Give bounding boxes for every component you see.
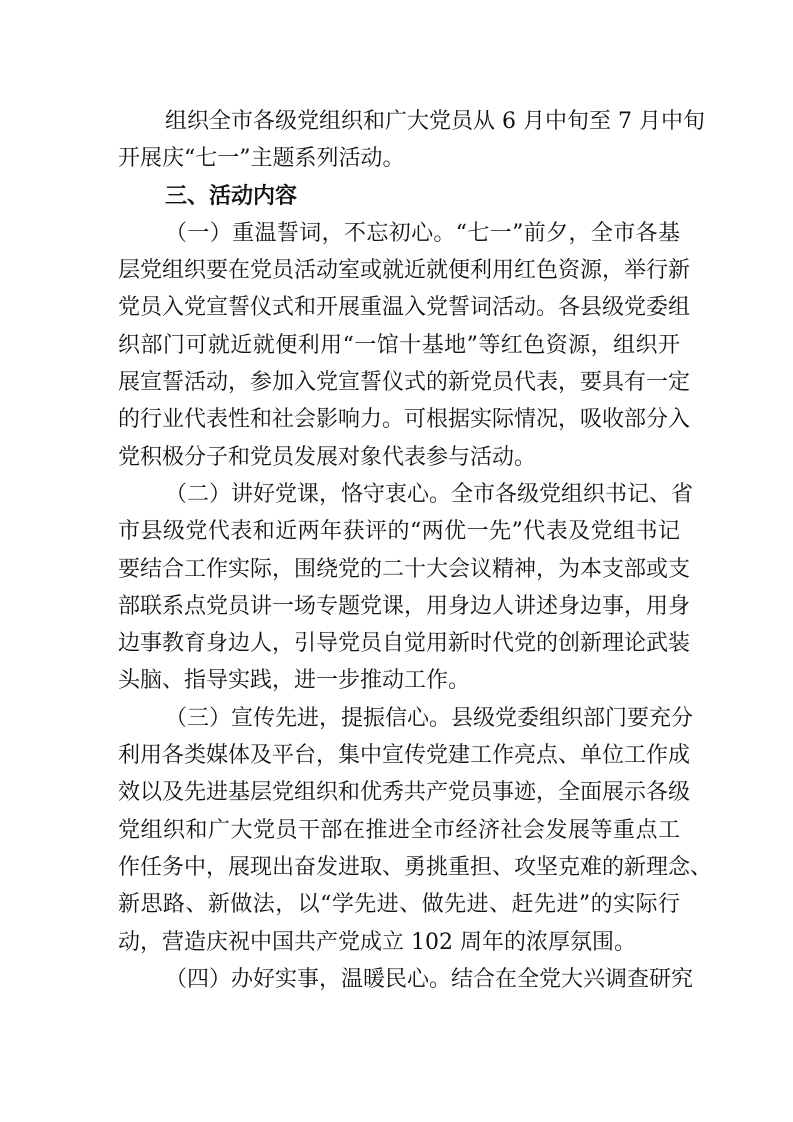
paragraph-line: 利用各类媒体及平台，集中宣传党建工作亮点、单位工作成 (118, 743, 691, 769)
paragraph-line: 头脑、指导实践，进一步推动工作。 (118, 668, 471, 694)
paragraph-line: 织部门可就近就便利用“一馆十基地”等红色资源，组织开 (118, 332, 680, 358)
paragraph-line: 展宣誓活动，参加入党宣誓仪式的新党员代表，要具有一定 (118, 370, 691, 396)
paragraph-line: 市县级党代表和近两年获评的“两优一先”代表及党组书记 (118, 519, 680, 545)
paragraph-line: 党组织和广大党员干部在推进全市经济社会发展等重点工 (118, 817, 680, 843)
paragraph-line: 效以及先进基层党组织和优秀共产党员事迹，全面展示各级 (118, 780, 691, 806)
section-heading: 三、活动内容 (165, 183, 298, 209)
paragraph-line: （三）宣传先进，提振信心。县级党委组织部门要充分 (165, 705, 694, 731)
paragraph-line: 作任务中，展现出奋发进取、勇挑重担、攻坚克难的新理念、 (118, 854, 713, 880)
paragraph-line: 党积极分子和党员发展对象代表参与活动。 (118, 444, 537, 470)
intro-line: 开展庆“七一”主题系列活动。 (118, 146, 405, 172)
paragraphs (118, 215, 713, 998)
paragraph-line: （四）办好实事，温暖民心。结合在全党大兴调查研究 (165, 966, 694, 992)
document-page (118, 103, 713, 998)
paragraph (118, 700, 713, 961)
paragraph-line: 层党组织要在党员活动室或就近就便利用红色资源，举行新 (118, 258, 691, 284)
paragraph-line: 的行业代表性和社会影响力。可根据实际情况，吸收部分入 (118, 407, 691, 433)
paragraph-line: 党员入党宣誓仪式和开展重温入党誓词活动。各县级党委组 (118, 295, 691, 321)
paragraph (118, 476, 694, 700)
paragraph-line: 新思路、新做法，以“学先进、做先进、赶先进”的实际行 (118, 892, 680, 918)
paragraph (118, 215, 691, 476)
paragraph-line: 要结合工作实际，围绕党的二十大会议精神，为本支部或支 (118, 556, 691, 582)
paragraph-line: （一）重温誓词，不忘初心。“七一”前夕，全市各基 (165, 220, 680, 246)
paragraph (118, 961, 694, 998)
intro-line: 组织全市各级党组织和广大党员从 6 月中旬至 7 月中旬 (165, 109, 705, 134)
paragraph-line: 动，营造庆祝中国共产党成立 102 周年的浓厚氛围。 (118, 929, 636, 955)
paragraph-line: 部联系点党员讲一场专题党课，用身边人讲述身边事，用身 (118, 593, 691, 619)
paragraph-line: （二）讲好党课，恪守衷心。全市各级党组织书记、省 (165, 481, 694, 507)
paragraph-line: 边事教育身边人，引导党员自觉用新时代党的创新理论武装 (118, 631, 691, 657)
